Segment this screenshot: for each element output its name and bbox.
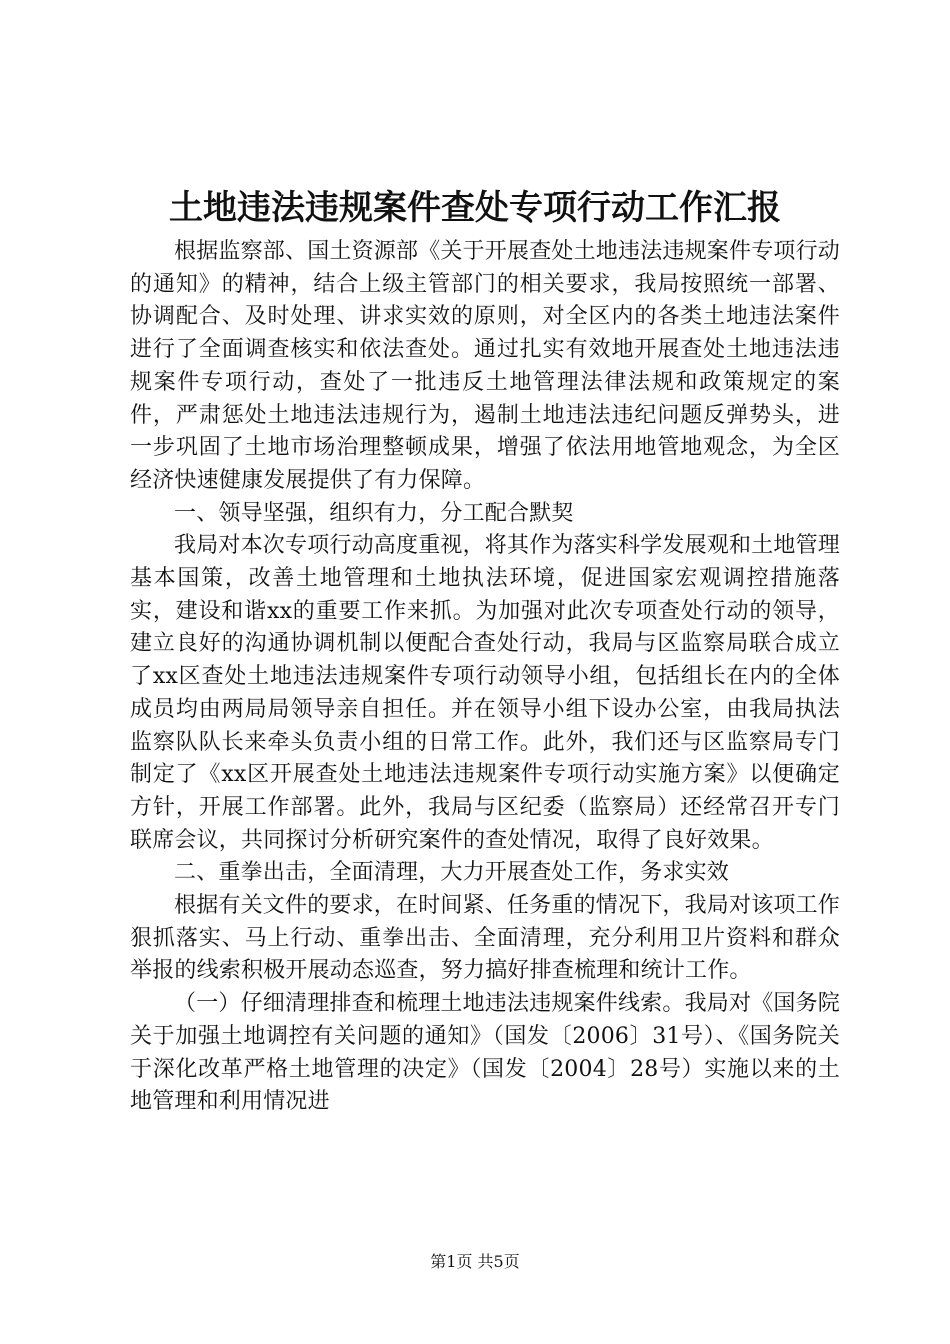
section-heading-1: 一、领导坚强，组织有力，分工配合默契 bbox=[174, 500, 574, 526]
document-body bbox=[130, 236, 840, 1119]
document-title: 土地违法违规案件查处专项行动工作汇报 bbox=[169, 188, 781, 228]
paragraph-subsection-1: （一）仔细清理排查和梳理土地违法违规案件线索。我局对《国务院关于加强土地调控有关问题的通知》（国发〔2006〕31号）、《国务院关于深化改革严格土地管理的决定》（国发〔2004〕28号）实施以来的土地管理和利用情况进 bbox=[130, 991, 841, 1115]
paragraph-leadership: 我局对本次专项行动高度重视，将其作为落实科学发展观和土地管理基本国策，改善土地管理和土地执法环境，促进国家宏观调控措施落实，建设和谐xx的重要工作来抓。为加强对此次专项查处行动的领导，建立良好的沟通协调机制以便配合查处行动，我局与区监察局联合成立了xx区查处土地违法违规案件专项行动领导小组，包括组长在内的全体成员均由两局局领导亲自担任。并在领导小组下设办公室，由我局执法监察队队长来牵头负责小组的日常工作。此外，我们还与区监察局专门制定了《xx区开展查处土地违法违规案件专项行动实施方案》以便确定方针，开展工作部署。此外，我局与区纪委（监察局）还经常召开专门联席会议，共同探讨分析研究案件的查处情况，取得了良好效果。 bbox=[130, 533, 841, 853]
page-footer: 第1页 共5页 bbox=[430, 1252, 520, 1271]
section-heading-2: 二、重拳出击，全面清理，大力开展查处工作，务求实效 bbox=[174, 860, 730, 886]
paragraph-investigation: 根据有关文件的要求，在时间紧、任务重的情况下，我局对该项工作狠抓落实、马上行动、重拳出击、全面清理，充分利用卫片资料和群众举报的线索积极开展动态巡查，努力搞好排查梳理和统计工作。 bbox=[130, 893, 841, 984]
paragraph-intro: 根据监察部、国土资源部《关于开展查处土地违法违规案件专项行动的通知》的精神，结合上级主管部门的相关要求，我局按照统一部署、协调配合、及时处理、讲求实效的原则，对全区内的各类土地违法案件进行了全面调查核实和依法查处。通过扎实有效地开展查处土地违法违规案件专项行动，查处了一批违反土地管理法律法规和政策规定的案件，严肃惩处土地违法违规行为，遏制土地违法违纪问题反弹势头，进一步巩固了土地市场治理整顿成果，增强了依法用地管地观念，为全区经济快速健康发展提供了有力保障。 bbox=[130, 239, 841, 493]
